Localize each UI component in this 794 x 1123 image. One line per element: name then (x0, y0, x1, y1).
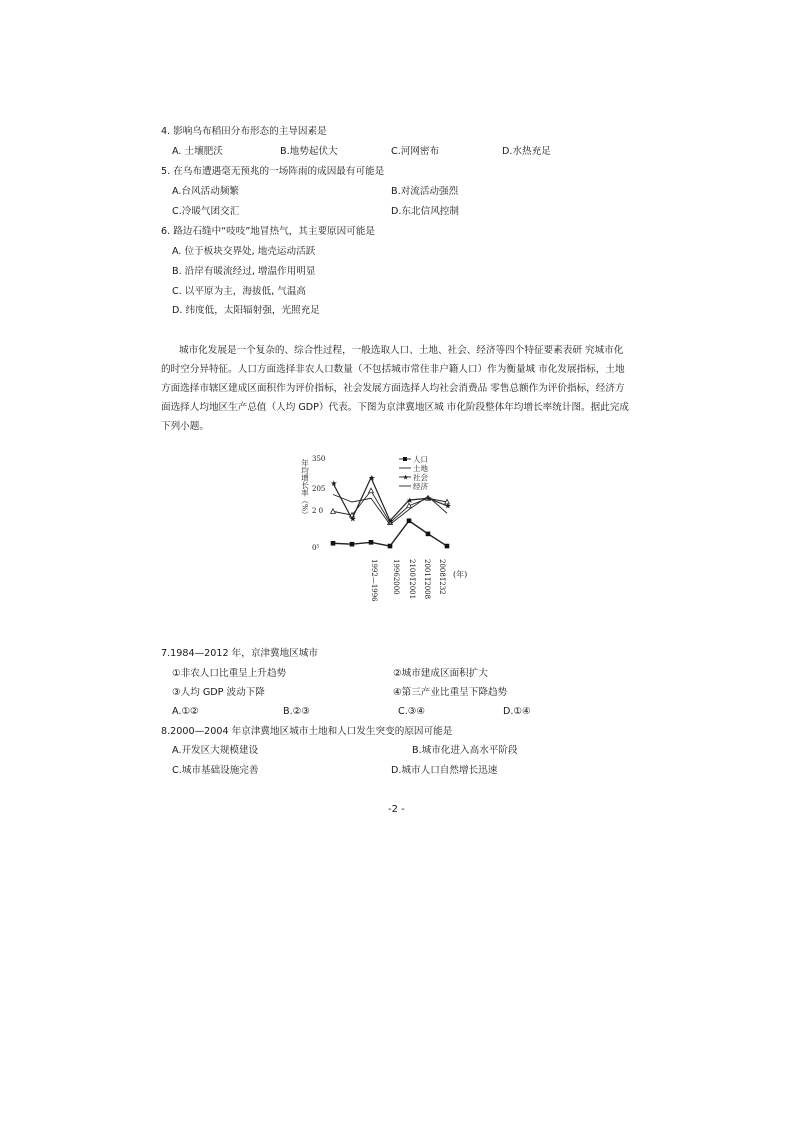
x-tick-label: 1992—1996 (370, 559, 378, 602)
x-axis-label: (年) (453, 570, 468, 579)
passage-line-5: 下列小题。 (161, 421, 209, 432)
x-tick-label: 20081̈232 (438, 559, 446, 595)
q6-option-c: C. 以平原为主，海拔低, 气温高 (172, 286, 307, 297)
data-point (388, 544, 393, 549)
q4-option-b: B.地势起伏大 (280, 146, 338, 157)
q8-option-d: D.城市人口自然增长迅速 (391, 765, 498, 776)
q6-option-d: D. 纬度低，太阳辐射强，光照充足 (172, 305, 320, 316)
passage-line-3: 方面选择市辖区建成区面积作为评价指标，社会发展方面选择人均社会消费品 零售总额作为评价指标，经济方 (161, 383, 625, 394)
legend-label: 社会 (413, 473, 428, 482)
legend-label: 土地 (413, 464, 428, 473)
passage-line-4: 面选择人均地区生产总值（人均 GDP）代表。下图为京津冀地区城 市化阶段整体年均增长率统计图。据此完成 (161, 402, 630, 413)
data-point: ★ (444, 501, 452, 511)
data-point: ★ (387, 516, 395, 526)
legend-marker (403, 457, 407, 461)
y-tick-label: 205 (312, 485, 326, 493)
q4-option-a: A. 土壤肥沃 (172, 146, 223, 157)
q4-option-d: D.水热充足 (502, 146, 551, 157)
q5-option-a: A.台风活动频繁 (172, 186, 240, 197)
legend-label: 人口 (413, 455, 428, 464)
y-tick-label: 0⁵ (312, 544, 320, 552)
data-point: ★ (406, 495, 414, 505)
q4-stem: 4. 影响乌布稻田分布形态的主导因素是 (161, 126, 327, 137)
data-point (426, 532, 431, 537)
y-tick-label: 2 0 (312, 507, 324, 515)
q8-option-c: C.城市基础设施完善 (172, 765, 259, 776)
data-point: ★ (368, 473, 376, 483)
data-point (445, 544, 450, 549)
legend-label: 经济 (413, 482, 428, 491)
q5-stem: 5. 在乌布遭遇毫无预兆的一场阵雨的成因最有可能是 (161, 166, 385, 177)
q6-stem: 6. 路边石缝中“吱吱”地冒热气，其主要原因可能是 (161, 226, 376, 237)
q7-option-b: B.②③ (283, 706, 310, 717)
q7-item-3: ③人均 GDP 波动下降 (172, 687, 265, 698)
legend-marker: ★ (402, 473, 409, 482)
q5-option-d: D.东北信风控制 (391, 206, 459, 217)
passage-line-1: 城市化发展是一个复杂的、综合性过程，一般选取人口、土地、社会、经济等四个特征要素表研 究城市化 (179, 345, 624, 356)
q8-option-a: A.开发区大规模建设 (172, 745, 259, 756)
page-number: -2 - (388, 804, 405, 815)
q7-item-1: ①非农人口比重呈上升趋势 (172, 668, 287, 679)
passage-line-2: 的时空分异特征。人口方面选择非农人口数量（不包括城市常住非户籍人口）作为衡量城 市化发展指标，土地 (161, 364, 625, 375)
data-point: ★ (349, 514, 357, 524)
data-point (369, 488, 374, 493)
q8-option-b: B.城市化进入高水平阶段 (412, 745, 518, 756)
data-point (350, 542, 355, 547)
data-point: ★ (425, 494, 433, 504)
data-point (407, 518, 412, 523)
q6-option-a: A. 位于板块交界处, 地壳运动活跃 (172, 246, 316, 257)
q7-stem: 7.1984—2012 年，京津冀地区城市 (161, 648, 318, 659)
data-point (331, 509, 336, 514)
q8-stem: 8.2000—2004 年京津冀地区城市土地和人口发生突变的原因可能是 (161, 726, 453, 737)
data-point: ★ (330, 479, 338, 489)
q7-option-d: D.①④ (503, 706, 531, 717)
q7-item-2: ②城市建成区面积扩大 (393, 668, 488, 679)
growth-rate-chart (295, 455, 485, 615)
x-tick-label: 21001̈2001 (408, 559, 416, 600)
y-axis-label: 年均增长率（%） (300, 459, 310, 519)
q5-option-c: C.冷暖气团交汇 (172, 206, 240, 217)
q4-option-c: C.河网密布 (391, 146, 440, 157)
q5-option-b: B.对流活动强烈 (391, 186, 459, 197)
x-tick-label: 19962000 (392, 559, 400, 595)
q6-option-b: B. 沿岸有暖流经过, 增温作用明显 (172, 266, 316, 277)
x-tick-label: 20011̈2008 (423, 559, 431, 600)
data-point (331, 541, 336, 546)
q7-item-4: ④第三产业比重呈下降趋势 (393, 687, 508, 698)
y-tick-label: 350 (312, 455, 326, 463)
q7-option-c: C.③④ (398, 706, 425, 717)
q7-option-a: A.①② (172, 706, 199, 717)
data-point (369, 540, 374, 545)
